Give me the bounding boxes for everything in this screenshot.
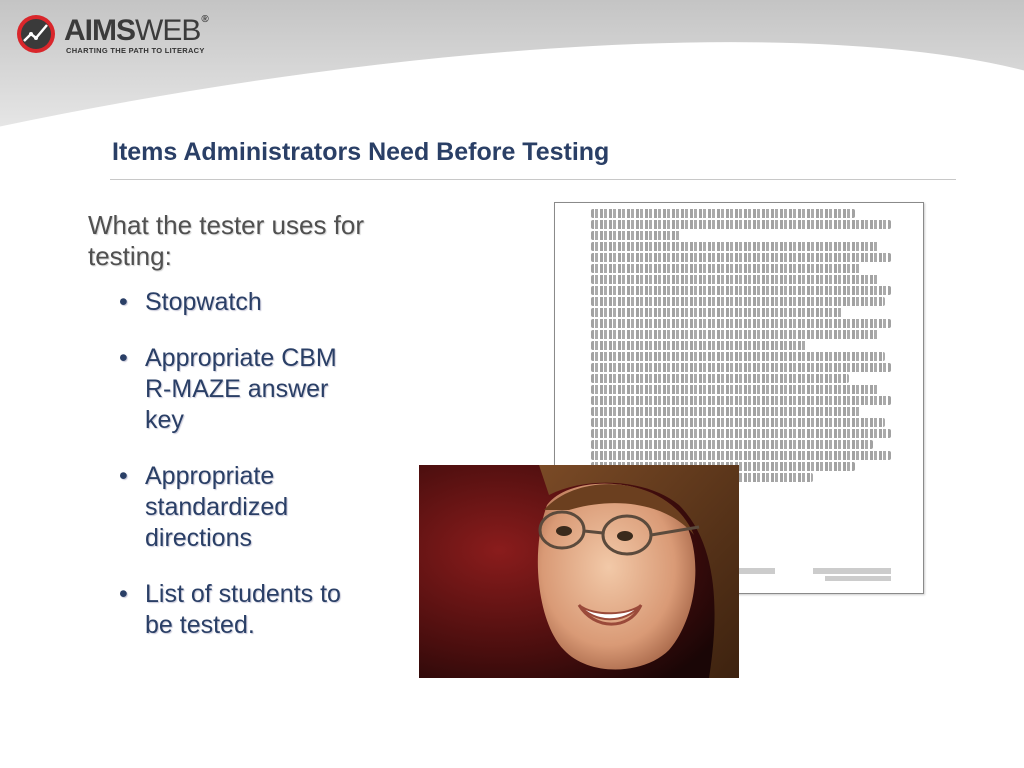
bullet-list [116,287,366,666]
bullet-dot-icon: • [119,580,128,608]
bullet-dot-icon: • [119,288,128,316]
bullet-item: • Appropriate standardized directions [119,462,289,552]
bullet-item: • Stopwatch [119,288,262,316]
worksheet-line [591,286,891,295]
chart-logo-icon [16,14,56,54]
worksheet-line [591,429,891,438]
slide-title: Items Administrators Need Before Testing [112,138,610,166]
logo-tagline: CHARTING THE PATH TO LITERACY [66,46,205,55]
worksheet-line [591,231,681,240]
intro-text: What the tester uses for testing: [88,210,365,271]
worksheet-line [591,220,891,229]
worksheet-line [591,440,873,449]
smiling-student-photo [419,465,739,678]
title-divider [110,179,956,180]
worksheet-footer-right [813,568,891,574]
worksheet-line [591,308,843,317]
worksheet-line [591,330,879,339]
worksheet-line [591,352,885,361]
worksheet-line [591,242,879,251]
worksheet-line [591,253,891,262]
worksheet-line [591,451,891,460]
worksheet-line [591,396,891,405]
worksheet-line [591,264,861,273]
bullet-item: • List of students to be tested. [119,580,341,639]
worksheet-line [591,363,891,372]
bullet-dot-icon: • [119,344,128,372]
worksheet-line [591,385,879,394]
bullet-dot-icon: • [119,462,128,490]
worksheet-line [591,407,861,416]
worksheet-footer-right [825,576,891,581]
worksheet-line [591,209,855,218]
worksheet-line [591,319,891,328]
worksheet-line [591,297,885,306]
logo-wordmark: AIMSWEB® [64,14,208,47]
worksheet-line [591,418,885,427]
worksheet-line [591,341,807,350]
worksheet-line [591,374,849,383]
worksheet-line [591,275,879,284]
bullet-item: • Appropriate CBM R-MAZE answer key [119,344,337,434]
aimsweb-logo [14,12,224,60]
